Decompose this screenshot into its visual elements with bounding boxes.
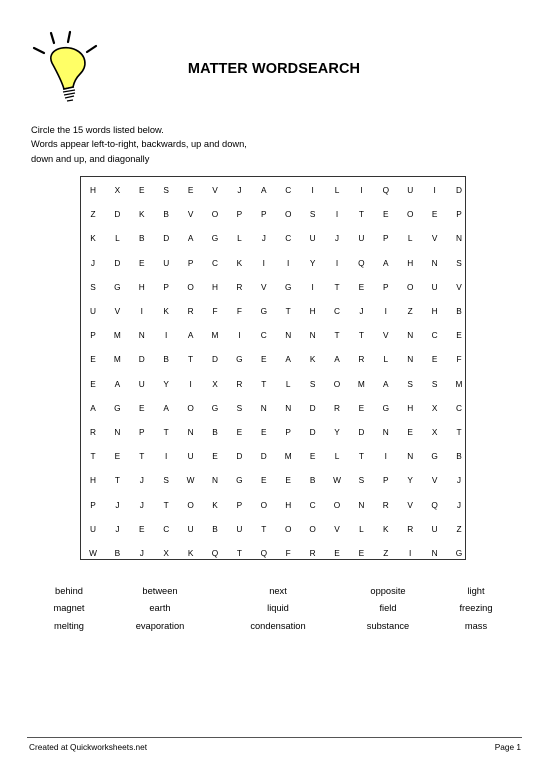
grid-cell: T bbox=[334, 281, 340, 292]
grid-cell: I bbox=[384, 451, 387, 462]
page-title: MATTER WORDSEARCH bbox=[187, 61, 361, 77]
grid-cell: J bbox=[334, 233, 340, 244]
grid-cell: I bbox=[165, 330, 168, 341]
grid-cell: N bbox=[456, 233, 462, 244]
grid-cell: C bbox=[285, 233, 292, 244]
grid-cell: N bbox=[431, 548, 438, 558]
grid-cell: H bbox=[90, 475, 96, 486]
grid-cell: M bbox=[113, 330, 121, 341]
grid-cell: R bbox=[382, 499, 389, 510]
grid-cell: S bbox=[309, 209, 316, 220]
grid-cell: A bbox=[383, 378, 389, 389]
grid-cell: N bbox=[358, 499, 365, 510]
grid-cell: G bbox=[114, 402, 121, 413]
grid-cell: U bbox=[407, 185, 414, 195]
grid-cell: J bbox=[456, 499, 462, 510]
grid-cell: D bbox=[309, 427, 316, 437]
grid-cell: N bbox=[407, 451, 414, 462]
word-item: magnet bbox=[53, 603, 85, 613]
grid-cell: E bbox=[90, 354, 96, 365]
grid-cell: N bbox=[382, 427, 389, 437]
grid-cell: O bbox=[211, 209, 219, 220]
grid-cell: O bbox=[187, 499, 194, 510]
grid-cell: I bbox=[311, 185, 314, 195]
grid-cell: O bbox=[284, 523, 292, 534]
grid-cell: V bbox=[456, 281, 462, 292]
grid-cell: N bbox=[260, 402, 267, 413]
grid-cell: K bbox=[163, 306, 169, 316]
grid-cell: C bbox=[309, 499, 316, 510]
grid-cell: C bbox=[163, 523, 170, 534]
grid-cell: L bbox=[115, 233, 120, 244]
grid-cell: T bbox=[358, 330, 364, 341]
grid-cell: N bbox=[187, 427, 194, 437]
footer-credit: Created at Quickworksheets.net bbox=[29, 742, 148, 752]
grid-cell: T bbox=[456, 427, 462, 437]
grid-cell: D bbox=[114, 257, 121, 268]
word-item: light bbox=[467, 586, 485, 596]
grid-cell: T bbox=[139, 451, 145, 462]
grid-cell: I bbox=[335, 209, 339, 220]
grid-cell: E bbox=[456, 330, 462, 341]
grid-cell: E bbox=[383, 209, 389, 220]
grid-cell: V bbox=[187, 209, 194, 220]
grid-cell: T bbox=[163, 427, 169, 437]
grid-cell: M bbox=[211, 330, 219, 341]
grid-cell: H bbox=[285, 499, 292, 510]
grid-cell: O bbox=[333, 378, 341, 389]
grid-cell: A bbox=[261, 185, 267, 195]
word-item: melting bbox=[54, 621, 84, 631]
grid-cell: X bbox=[431, 402, 438, 413]
grid-cell: A bbox=[187, 330, 194, 341]
grid-cell: V bbox=[407, 499, 413, 510]
grid-cell: J bbox=[261, 233, 266, 244]
grid-cell: B bbox=[309, 475, 316, 486]
grid-cell: K bbox=[139, 209, 145, 220]
grid-cell: Q bbox=[382, 185, 390, 195]
grid-cell: P bbox=[236, 209, 243, 220]
grid-cell: L bbox=[237, 233, 242, 244]
grid-cell: I bbox=[433, 185, 436, 195]
word-item: substance bbox=[366, 621, 410, 631]
grid-cell: K bbox=[383, 523, 389, 534]
instruction-line: Words appear left-to-right, backwards, up and down, bbox=[31, 139, 247, 150]
grid-cell: P bbox=[383, 281, 389, 292]
grid-cell: R bbox=[187, 306, 194, 316]
grid-cell: E bbox=[431, 354, 438, 365]
grid-cell: E bbox=[407, 427, 413, 437]
grid-cell: W bbox=[89, 548, 97, 558]
grid-cell: T bbox=[358, 209, 364, 220]
grid-cell: Q bbox=[431, 499, 438, 510]
grid-cell: V bbox=[431, 475, 438, 486]
grid-cell: U bbox=[187, 523, 194, 534]
word-item: behind bbox=[55, 586, 83, 596]
grid-cell: B bbox=[114, 548, 121, 558]
grid-cell: N bbox=[309, 330, 316, 341]
grid-cell: O bbox=[406, 281, 414, 292]
grid-cell: E bbox=[334, 548, 340, 558]
grid-cell: Y bbox=[309, 257, 316, 268]
grid-cell: R bbox=[309, 548, 316, 558]
grid-cell: R bbox=[334, 402, 340, 413]
grid-cell: V bbox=[334, 523, 340, 534]
grid-cell: P bbox=[236, 499, 243, 510]
grid-cell: Z bbox=[456, 523, 462, 534]
grid-cell: R bbox=[236, 378, 243, 389]
grid-cell: N bbox=[138, 330, 145, 341]
grid-cell: K bbox=[309, 354, 316, 365]
grid-cell: T bbox=[261, 378, 267, 389]
grid-cell: F bbox=[285, 548, 291, 558]
grid-cell: J bbox=[139, 475, 144, 486]
word-item: earth bbox=[149, 603, 171, 613]
grid-cell: T bbox=[90, 451, 96, 462]
grid-cell: G bbox=[236, 354, 243, 365]
grid-cell: R bbox=[358, 354, 365, 365]
grid-cell: J bbox=[139, 548, 144, 558]
grid-cell: D bbox=[138, 354, 145, 365]
grid-cell: G bbox=[431, 451, 438, 462]
grid-cell: S bbox=[407, 378, 413, 389]
grid-cell: F bbox=[456, 354, 462, 365]
grid-cell: H bbox=[138, 281, 145, 292]
grid-cell: G bbox=[236, 475, 243, 486]
grid-cell: E bbox=[358, 281, 365, 292]
grid-cell: G bbox=[211, 402, 219, 413]
grid-cell: S bbox=[358, 475, 365, 486]
grid-cell: J bbox=[359, 306, 364, 316]
grid-cell: B bbox=[163, 209, 169, 220]
grid-cell: P bbox=[90, 499, 96, 510]
word-item: field bbox=[379, 603, 397, 613]
grid-cell: T bbox=[261, 523, 267, 534]
grid-cell: G bbox=[382, 402, 390, 413]
grid-cell: N bbox=[407, 330, 414, 341]
grid-cell: F bbox=[236, 306, 242, 316]
grid-cell: E bbox=[90, 378, 96, 389]
grid-cell: T bbox=[188, 354, 194, 365]
grid-cell: W bbox=[333, 475, 341, 486]
grid-cell: A bbox=[114, 378, 121, 389]
grid-cell: C bbox=[212, 257, 218, 268]
grid-cell: Q bbox=[260, 548, 268, 558]
grid-cell: H bbox=[309, 306, 316, 316]
grid-cell: I bbox=[287, 257, 290, 268]
grid-cell: I bbox=[262, 257, 265, 268]
grid-cell: B bbox=[212, 427, 218, 437]
grid-cell: I bbox=[409, 548, 412, 558]
letter-grid bbox=[80, 176, 466, 560]
grid-cell: D bbox=[260, 451, 267, 462]
grid-cell: P bbox=[383, 233, 389, 244]
grid-cell: A bbox=[163, 402, 169, 413]
grid-cell: O bbox=[260, 499, 268, 510]
grid-cell: U bbox=[431, 281, 438, 292]
grid-cell: Z bbox=[383, 548, 389, 558]
grid-cell: E bbox=[358, 548, 365, 558]
grid-cell: O bbox=[333, 499, 341, 510]
grid-cell: N bbox=[114, 427, 121, 437]
grid-cell: B bbox=[163, 354, 169, 365]
word-item: liquid bbox=[267, 603, 289, 613]
grid-cell: Z bbox=[90, 209, 96, 220]
grid-cell: U bbox=[90, 523, 96, 534]
grid-cell: E bbox=[261, 354, 267, 365]
grid-cell: N bbox=[285, 402, 292, 413]
grid-cell: J bbox=[139, 499, 144, 510]
grid-cell: V bbox=[114, 306, 121, 316]
grid-cell: L bbox=[407, 233, 413, 244]
grid-cell: V bbox=[212, 185, 218, 195]
grid-cell: T bbox=[236, 548, 242, 558]
grid-cell: O bbox=[406, 209, 414, 220]
grid-cell: E bbox=[139, 523, 145, 534]
grid-cell: D bbox=[114, 209, 121, 220]
grid-cell: Y bbox=[334, 427, 340, 437]
word-item: freezing bbox=[459, 603, 493, 613]
word-item: condensation bbox=[250, 621, 306, 631]
grid-cell: I bbox=[165, 451, 168, 462]
grid-cell: L bbox=[334, 451, 340, 462]
grid-cell: G bbox=[260, 306, 268, 316]
instruction-line: down and up, and diagonally bbox=[31, 153, 150, 164]
grid-cell: U bbox=[236, 523, 243, 534]
grid-cell: N bbox=[431, 257, 438, 268]
grid-cell: T bbox=[358, 451, 364, 462]
grid-cell: X bbox=[212, 378, 218, 389]
grid-cell: U bbox=[163, 257, 170, 268]
grid-cell: E bbox=[358, 402, 365, 413]
grid-cell: R bbox=[236, 281, 243, 292]
page-number: Page 1 bbox=[494, 742, 521, 752]
grid-cell: N bbox=[285, 330, 292, 341]
grid-cell: S bbox=[431, 378, 438, 389]
grid-cell: G bbox=[211, 233, 219, 244]
grid-cell: P bbox=[383, 475, 389, 486]
grid-cell: H bbox=[90, 185, 96, 195]
grid-cell: H bbox=[407, 402, 414, 413]
grid-cell: D bbox=[236, 451, 243, 462]
grid-cell: K bbox=[90, 233, 96, 244]
grid-cell: S bbox=[236, 402, 243, 413]
grid-cell: J bbox=[115, 499, 120, 510]
grid-cell: T bbox=[334, 330, 340, 341]
grid-cell: I bbox=[311, 281, 314, 292]
grid-cell: J bbox=[456, 475, 462, 486]
grid-cell: S bbox=[90, 281, 96, 292]
grid-cell: P bbox=[285, 427, 291, 437]
grid-cell: C bbox=[260, 330, 267, 341]
word-item: between bbox=[142, 586, 178, 596]
grid-cell: E bbox=[261, 475, 267, 486]
grid-cell: O bbox=[309, 523, 316, 534]
grid-cell: E bbox=[285, 475, 291, 486]
grid-cell: B bbox=[139, 233, 145, 244]
grid-cell: A bbox=[187, 233, 194, 244]
grid-cell: E bbox=[261, 427, 267, 437]
word-item: evaporation bbox=[135, 621, 185, 631]
grid-cell: U bbox=[90, 306, 96, 316]
footer-divider bbox=[27, 737, 522, 738]
grid-cell: H bbox=[407, 257, 414, 268]
grid-cell: M bbox=[357, 378, 365, 389]
grid-cell: T bbox=[285, 306, 291, 316]
instructions bbox=[31, 123, 247, 166]
grid-cell: Y bbox=[407, 475, 413, 486]
grid-cell: L bbox=[359, 523, 364, 534]
grid-cell: S bbox=[163, 185, 169, 195]
grid-cell: N bbox=[407, 354, 414, 365]
grid-cell: H bbox=[431, 306, 438, 316]
grid-cell: W bbox=[186, 475, 195, 486]
grid-cell: T bbox=[114, 475, 120, 486]
grid-cell: M bbox=[113, 354, 121, 365]
grid-cell: L bbox=[383, 354, 389, 365]
grid-cell: P bbox=[456, 209, 462, 220]
grid-cell: B bbox=[456, 306, 462, 316]
grid-cell: P bbox=[261, 209, 267, 220]
grid-cell: Y bbox=[163, 378, 169, 389]
grid-cell: L bbox=[285, 378, 291, 389]
grid-cell: A bbox=[334, 354, 340, 365]
grid-cell: E bbox=[236, 427, 243, 437]
grid-cell: F bbox=[212, 306, 218, 316]
grid-cell: V bbox=[261, 281, 267, 292]
grid-cell: J bbox=[115, 523, 120, 534]
grid-cell: P bbox=[163, 281, 169, 292]
grid-cell: H bbox=[212, 281, 218, 292]
grid-cell: E bbox=[431, 209, 438, 220]
grid-cell: A bbox=[383, 257, 389, 268]
grid-cell: B bbox=[212, 523, 218, 534]
grid-cell: U bbox=[138, 378, 145, 389]
grid-cell: O bbox=[187, 402, 194, 413]
grid-cell: G bbox=[284, 281, 292, 292]
grid-cell: Z bbox=[407, 306, 413, 316]
grid-cell: E bbox=[212, 451, 218, 462]
grid-cell: I bbox=[360, 185, 363, 195]
grid-cell: U bbox=[309, 233, 316, 244]
grid-cell: R bbox=[407, 523, 414, 534]
grid-cell: V bbox=[431, 233, 438, 244]
grid-cell: M bbox=[284, 451, 292, 462]
grid-cell: U bbox=[431, 523, 438, 534]
grid-cell: C bbox=[456, 402, 462, 413]
grid-cell: I bbox=[238, 330, 241, 341]
word-item: opposite bbox=[370, 586, 406, 596]
grid-cell: K bbox=[236, 257, 243, 268]
grid-cell: Q bbox=[358, 257, 365, 268]
grid-cell: X bbox=[163, 548, 169, 558]
grid-cell: I bbox=[384, 306, 387, 316]
grid-cell: U bbox=[358, 233, 365, 244]
grid-cell: P bbox=[187, 257, 194, 268]
grid-cell: I bbox=[335, 257, 339, 268]
grid-cell: K bbox=[187, 548, 194, 558]
grid-cell: N bbox=[212, 475, 218, 486]
grid-cell: E bbox=[139, 402, 145, 413]
grid-cell: P bbox=[90, 330, 96, 341]
grid-cell: A bbox=[285, 354, 291, 365]
grid-cell: R bbox=[90, 427, 96, 437]
grid-cell: J bbox=[237, 185, 242, 195]
grid-cell: M bbox=[455, 378, 463, 389]
grid-cell: S bbox=[309, 378, 316, 389]
grid-cell: E bbox=[139, 257, 145, 268]
grid-cell: D bbox=[309, 402, 316, 413]
grid-cell: L bbox=[334, 185, 340, 195]
grid-cell: E bbox=[187, 185, 194, 195]
grid-cell: J bbox=[90, 257, 96, 268]
grid-cell: D bbox=[163, 233, 170, 244]
grid-cell: D bbox=[212, 354, 218, 365]
light-bulb-icon bbox=[26, 30, 108, 106]
grid-cell: V bbox=[383, 330, 389, 341]
grid-cell: S bbox=[163, 475, 169, 486]
grid-cell: T bbox=[163, 499, 169, 510]
grid-cell: G bbox=[455, 548, 463, 558]
grid-cell: X bbox=[431, 427, 438, 437]
grid-cell: P bbox=[139, 427, 145, 437]
grid-cell: I bbox=[140, 306, 143, 316]
grid-cell: U bbox=[187, 451, 194, 462]
grid-cell: Q bbox=[211, 548, 219, 558]
grid-cell: K bbox=[212, 499, 218, 510]
grid-cell: I bbox=[189, 378, 192, 389]
word-item: next bbox=[269, 586, 287, 596]
grid-cell: O bbox=[284, 209, 292, 220]
grid-cell: D bbox=[358, 427, 365, 437]
grid-cell: E bbox=[114, 451, 121, 462]
grid-cell: C bbox=[431, 330, 438, 341]
grid-cell: G bbox=[114, 281, 121, 292]
instruction-line: Circle the 15 words listed below. bbox=[31, 125, 164, 135]
grid-cell: O bbox=[187, 281, 194, 292]
grid-cell: C bbox=[285, 185, 292, 195]
grid-cell: A bbox=[90, 402, 96, 413]
grid-cell: S bbox=[456, 257, 462, 268]
grid-cell: B bbox=[456, 451, 462, 462]
grid-cell: E bbox=[309, 451, 316, 462]
word-item: mass bbox=[464, 621, 488, 631]
grid-cell: D bbox=[456, 185, 462, 195]
grid-cell: X bbox=[114, 185, 121, 195]
grid-cell: E bbox=[139, 185, 145, 195]
grid-cell: C bbox=[334, 306, 340, 316]
